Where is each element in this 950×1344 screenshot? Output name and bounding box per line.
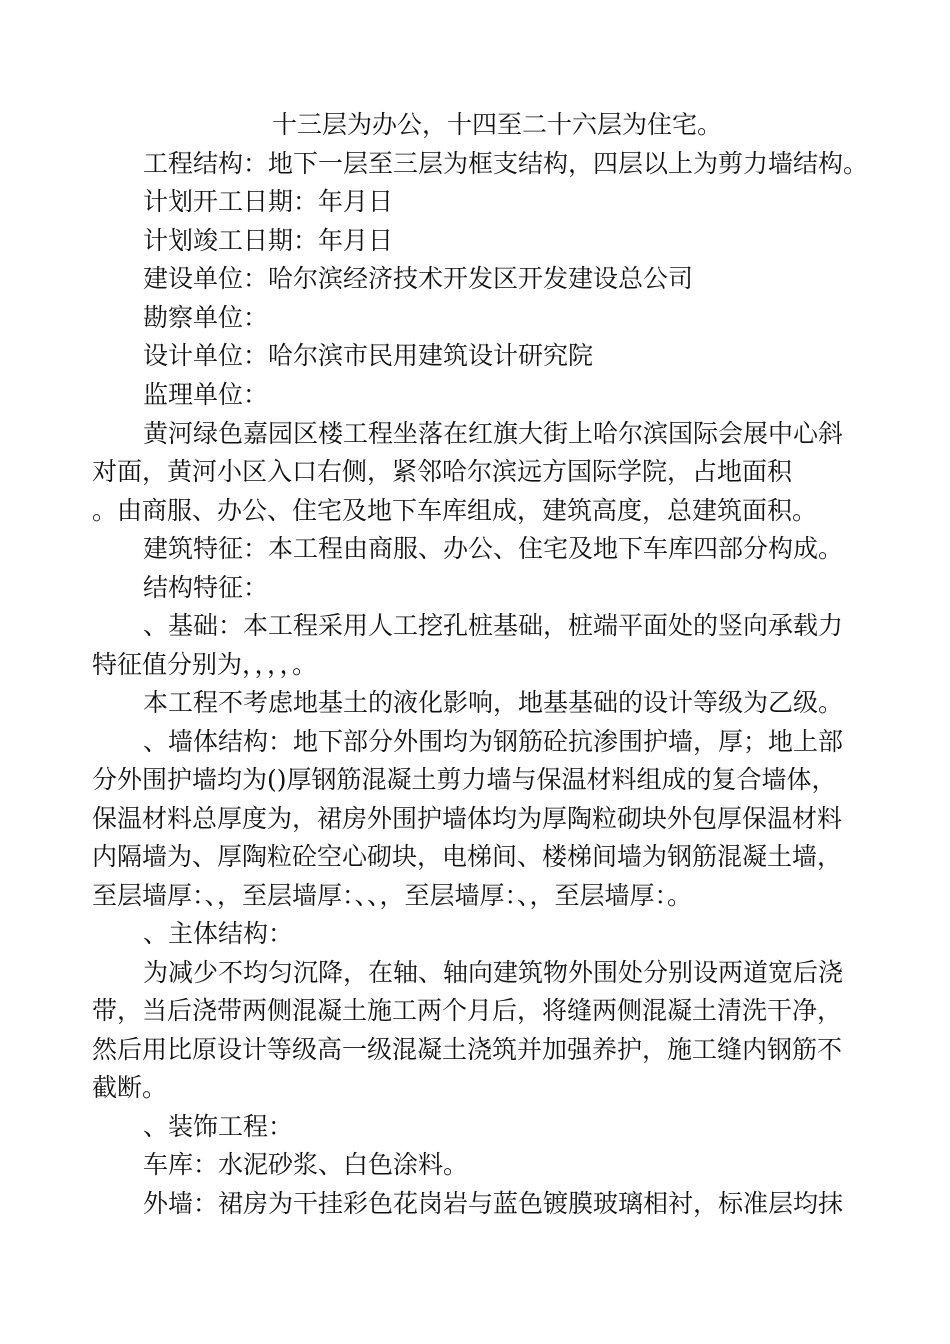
text-line: 至层墙厚：、，至层墙厚：、、，至层墙厚：、，至层墙厚：。 [92, 881, 693, 910]
text-line: 分外围护墙均为()厚钢筋混凝土剪力墙与保温材料组成的复合墙体， [92, 765, 837, 794]
text-line: 、主体结构： [143, 919, 294, 948]
text-line: 建设单位：哈尔滨经济技术开发区开发建设总公司 [143, 264, 694, 293]
text-line: 计划竣工日期：年月日 [143, 226, 394, 255]
text-line: 、墙体结构：地下部分外围均为钢筋砼抗渗围护墙，厚；地上部 [143, 727, 844, 756]
text-line: 特征值分别为，，，，。 [92, 650, 318, 679]
text-line: 勘察单位： [143, 303, 269, 332]
text-line: 车库：水泥砂浆、白色涂料。 [143, 1150, 469, 1179]
text-line: 对面，黄河小区入口右侧，紧邻哈尔滨远方国际学院，占地面积 [92, 457, 793, 486]
text-line: 。由商服、办公、住宅及地下车库组成，建筑高度，总建筑面积。 [92, 496, 818, 525]
text-line: 黄河绿色嘉园区楼工程坐落在红旗大街上哈尔滨国际会展中心斜 [143, 419, 844, 448]
text-line: 监理单位： [143, 380, 269, 409]
text-line: 本工程不考虑地基土的液化影响，地基基础的设计等级为乙级。 [143, 688, 844, 717]
text-line: 内隔墙为、厚陶粒砼空心砌块，电梯间、楼梯间墙为钢筋混凝土墙， [92, 842, 843, 871]
text-line: 带，当后浇带两侧混凝土施工两个月后，将缝两侧混凝土清洗干净， [92, 996, 843, 1025]
text-line: 截断。 [92, 1073, 168, 1102]
text-line: 外墙：裙房为干挂彩色花岗岩与蓝色镀膜玻璃相衬，标准层均抹 [143, 1189, 844, 1218]
text-line: 计划开工日期：年月日 [143, 187, 394, 216]
text-line: 十三层为办公，十四至二十六层为住宅。 [272, 110, 723, 139]
text-line: 、基础：本工程采用人工挖孔桩基础，桩端平面处的竖向承载力 [143, 611, 844, 640]
text-line: 建筑特征：本工程由商服、办公、住宅及地下车库四部分构成。 [143, 534, 844, 563]
text-line: 工程结构：地下一层至三层为框支结构，四层以上为剪力墙结构。 [143, 149, 869, 178]
text-line: 保温材料总厚度为，裙房外围护墙体均为厚陶粒砌块外包厚保温材料 [92, 804, 843, 833]
text-line: 、装饰工程： [143, 1112, 294, 1141]
text-line: 然后用比原设计等级高一级混凝土浇筑并加强养护，施工缝内钢筋不 [92, 1035, 843, 1064]
text-line: 结构特征： [143, 573, 269, 602]
text-line: 为减少不均匀沉降，在轴、轴向建筑物外围处分别设两道宽后浇 [143, 958, 844, 987]
text-line: 设计单位：哈尔滨市民用建筑设计研究院 [143, 341, 594, 370]
